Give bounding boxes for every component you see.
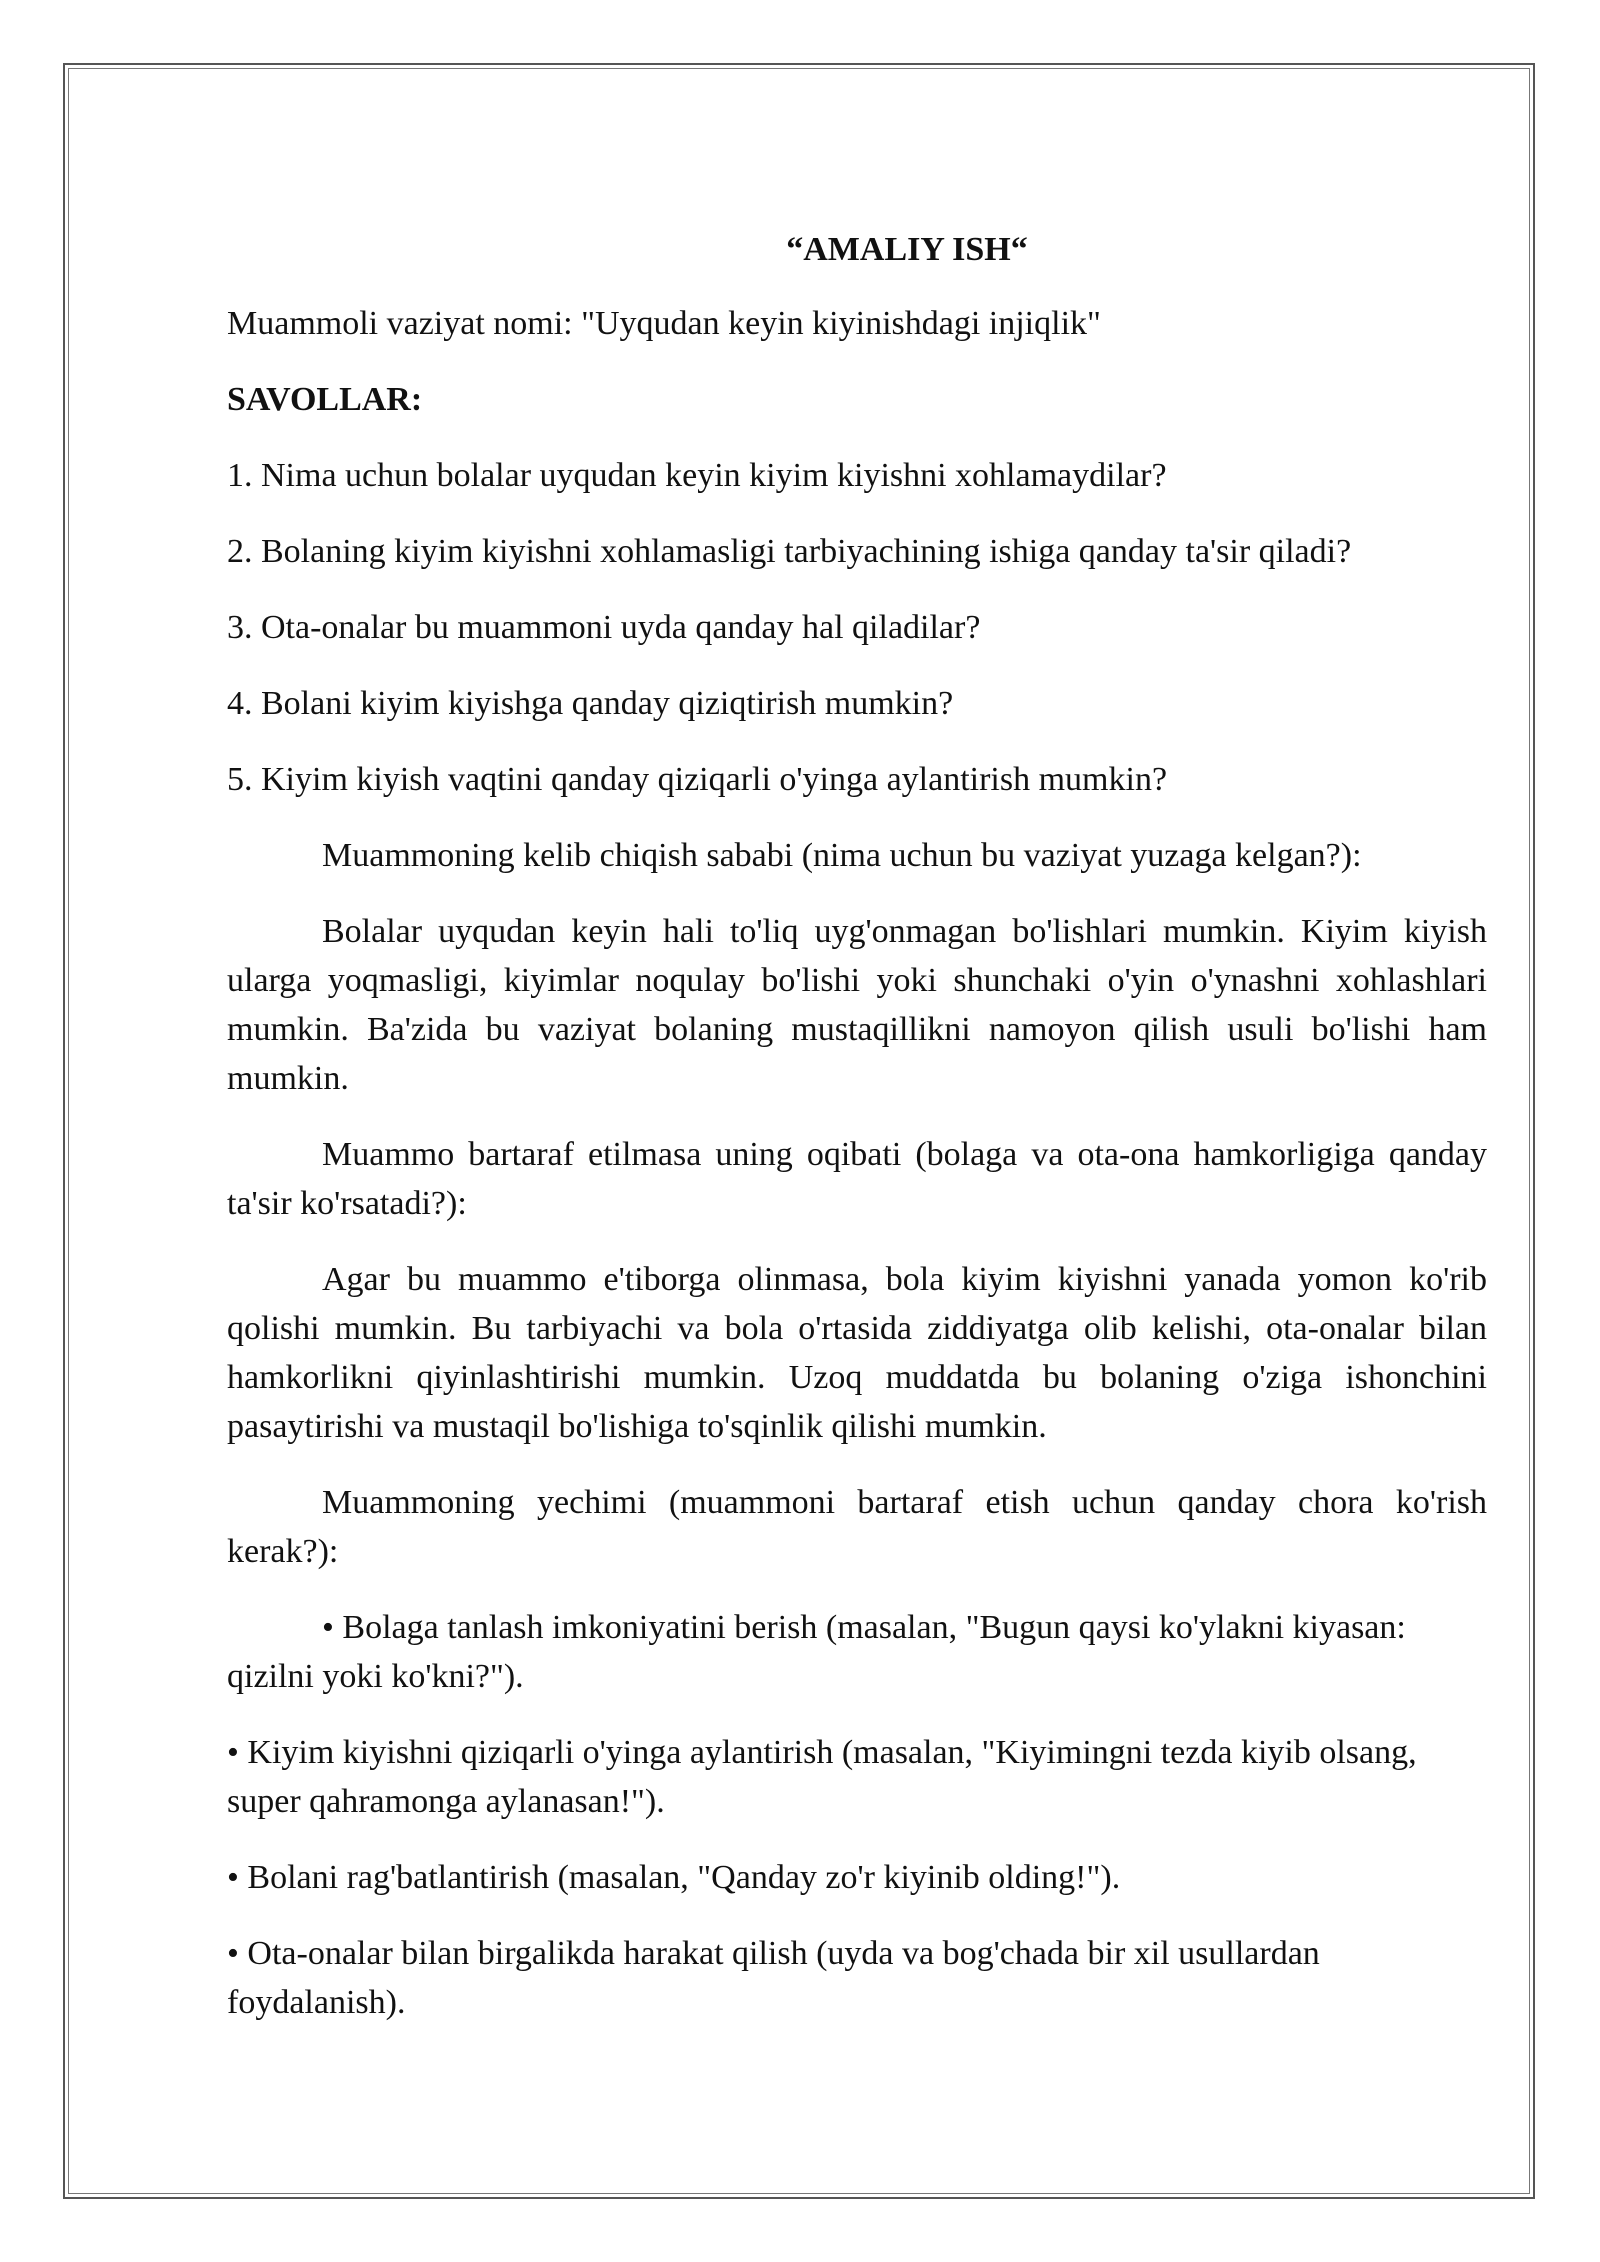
solution-item: • Ota-onalar bilan birgalikda harakat qilish (uyda va bog'chada bir xil usullardan foydalanish).	[227, 1935, 1320, 2021]
solution-item: • Bolani rag'batlantirish (masalan, "Qanday zo'r kiyinib olding!").	[227, 1859, 1121, 1896]
question-item: 2. Bolaning kiyim kiyishni xohlamasligi tarbiyachining ishiga qanday ta'sir qiladi?	[227, 533, 1352, 570]
question-item: 5. Kiyim kiyish vaqtini qanday qiziqarli o'yinga aylantirish mumkin?	[227, 761, 1168, 798]
question-item: 4. Bolani kiyim kiyishga qanday qiziqtirish mumkin?	[227, 685, 954, 722]
consequence-heading: Muammo bartaraf etilmasa uning oqibati (bolaga va ota-ona hamkorligiga qanday ta'sir ko'rsatadi?):	[227, 1136, 1487, 1222]
situation-name: Muammoli vaziyat nomi: "Uyqudan keyin kiyinishdagi injiqlik"	[227, 305, 1101, 342]
question-item: 3. Ota-onalar bu muammoni uyda qanday hal qiladilar?	[227, 609, 981, 646]
document-body	[227, 225, 1487, 2054]
cause-heading: Muammoning kelib chiqish sababi (nima uchun bu vaziyat yuzaga kelgan?):	[322, 837, 1362, 874]
solution-item: • Bolaga tanlash imkoniyatini berish (masalan, "Bugun qaysi ko'ylakni kiyasan: qizilni yoki ko'kni?").	[227, 1609, 1406, 1695]
cause-text: Bolalar uyqudan keyin hali to'liq uyg'onmagan bo'lishlari mumkin. Kiyim kiyish ularga yoqmasligi, kiyimlar noqulay bo'lishi yoki shunchaki o'yin o'ynashni xohlashlari mumkin. Ba'zida bu vaziyat bolaning mustaqillikni namoyon qilish usuli bo'lishi ham mumkin.	[227, 913, 1487, 1097]
solution-item: • Kiyim kiyishni qiziqarli o'yinga aylantirish (masalan, "Kiyimingni tezda kiyib olsang, super qahramonga aylanasan!").	[227, 1734, 1417, 1820]
question-item: 1. Nima uchun bolalar uyqudan keyin kiyim kiyishni xohlamaydilar?	[227, 457, 1167, 494]
document-title: “AMALIY ISH“	[786, 231, 1028, 268]
consequence-text: Agar bu muammo e'tiborga olinmasa, bola kiyim kiyishni yanada yomon ko'rib qolishi mumkin. Bu tarbiyachi va bola o'rtasida ziddiyatga olib kelishi, ota-onalar bilan hamkorlikni qiyinlashtirishi mumkin. Uzoq muddatda bu bolaning o'ziga ishonchini pasaytirishi va mustaqil bo'lishiga to'sqinlik qilishi mumkin.	[227, 1261, 1487, 1445]
questions-heading: SAVOLLAR:	[227, 381, 423, 418]
solution-heading: Muammoning yechimi (muammoni bartaraf etish uchun qanday chora ko'rish kerak?):	[227, 1484, 1487, 1570]
